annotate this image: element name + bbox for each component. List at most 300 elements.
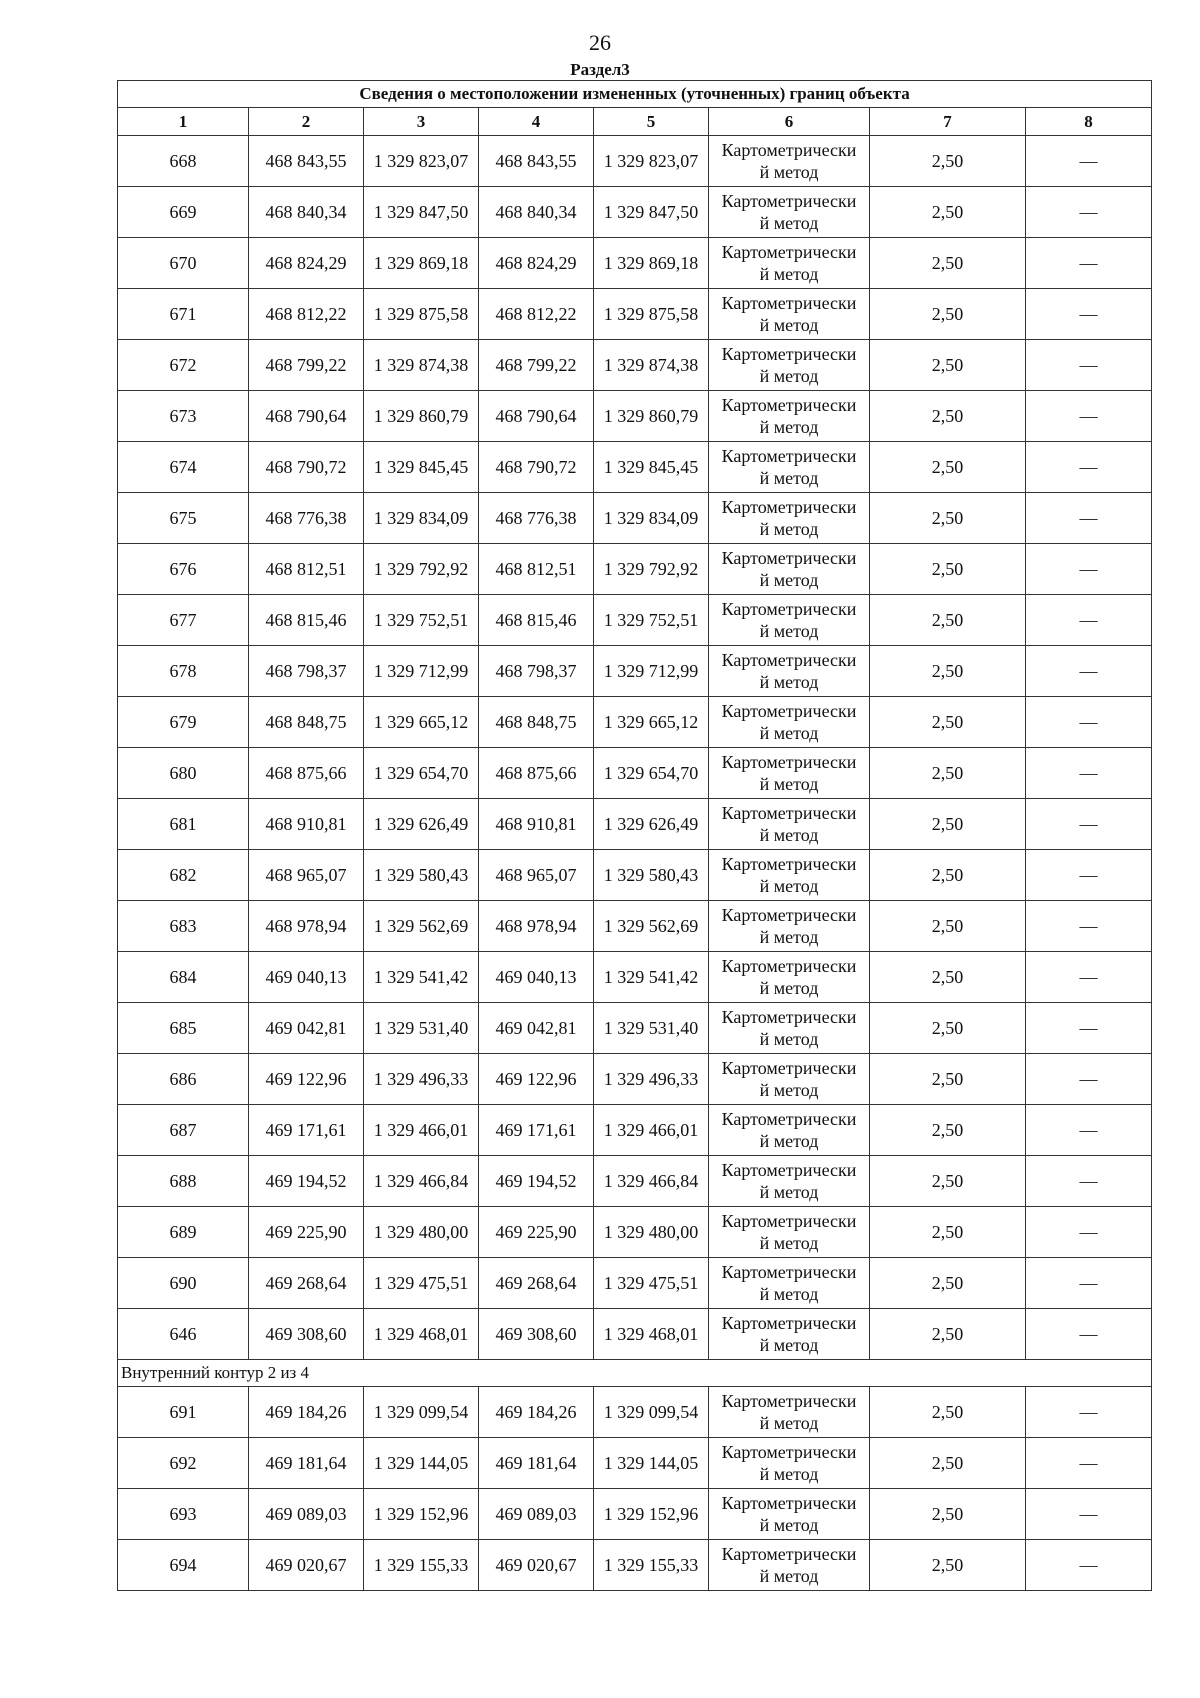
existing-y-cell: 1 329 752,51	[364, 595, 479, 646]
new-x-cell: 469 042,81	[479, 1003, 594, 1054]
table-row	[118, 1258, 1152, 1309]
method-line-1: Картометрически	[721, 191, 857, 211]
new-x-cell: 468 815,46	[479, 595, 594, 646]
method-cell	[709, 391, 870, 442]
column-8-cell: —	[1026, 646, 1152, 697]
accuracy-cell: 2,50	[870, 1489, 1026, 1540]
column-8-cell: —	[1026, 1309, 1152, 1360]
point-number-cell: 688	[118, 1156, 249, 1207]
accuracy-cell: 2,50	[870, 391, 1026, 442]
existing-x-cell: 469 194,52	[249, 1156, 364, 1207]
method-line-2: й метод	[759, 672, 819, 692]
existing-x-cell: 469 040,13	[249, 952, 364, 1003]
existing-x-cell: 469 089,03	[249, 1489, 364, 1540]
table-caption: Сведения о местоположении измененных (уточненных) границ объекта	[118, 81, 1152, 108]
method-cell	[709, 1258, 870, 1309]
table-row	[118, 340, 1152, 391]
method-line-2: й метод	[759, 417, 819, 437]
method-line-2: й метод	[759, 570, 819, 590]
new-y-cell: 1 329 580,43	[594, 850, 709, 901]
new-x-cell: 469 194,52	[479, 1156, 594, 1207]
method-cell	[709, 187, 870, 238]
existing-y-cell: 1 329 466,84	[364, 1156, 479, 1207]
accuracy-cell: 2,50	[870, 187, 1026, 238]
new-y-cell: 1 329 845,45	[594, 442, 709, 493]
method-line-2: й метод	[759, 927, 819, 947]
new-x-cell: 468 790,64	[479, 391, 594, 442]
method-cell	[709, 748, 870, 799]
new-x-cell: 468 812,51	[479, 544, 594, 595]
method-line-1: Картометрически	[721, 242, 857, 262]
new-y-cell: 1 329 626,49	[594, 799, 709, 850]
table-row	[118, 1309, 1152, 1360]
existing-x-cell: 468 815,46	[249, 595, 364, 646]
new-y-cell: 1 329 823,07	[594, 136, 709, 187]
accuracy-cell: 2,50	[870, 1003, 1026, 1054]
new-y-cell: 1 329 665,12	[594, 697, 709, 748]
existing-x-cell: 468 843,55	[249, 136, 364, 187]
page-number: 26	[589, 30, 611, 55]
existing-y-cell: 1 329 480,00	[364, 1207, 479, 1258]
column-number-4: 4	[479, 108, 594, 136]
table-row	[118, 1438, 1152, 1489]
table-row	[118, 850, 1152, 901]
new-x-cell: 468 965,07	[479, 850, 594, 901]
accuracy-cell: 2,50	[870, 1438, 1026, 1489]
method-line-1: Картометрически	[721, 752, 857, 772]
method-line-2: й метод	[759, 366, 819, 386]
existing-y-cell: 1 329 541,42	[364, 952, 479, 1003]
table-row	[118, 799, 1152, 850]
new-y-cell: 1 329 099,54	[594, 1387, 709, 1438]
accuracy-cell: 2,50	[870, 1105, 1026, 1156]
accuracy-cell: 2,50	[870, 544, 1026, 595]
existing-x-cell: 468 875,66	[249, 748, 364, 799]
table-row	[118, 595, 1152, 646]
point-number-cell: 669	[118, 187, 249, 238]
method-line-2: й метод	[759, 1335, 819, 1355]
method-cell	[709, 901, 870, 952]
accuracy-cell: 2,50	[870, 1387, 1026, 1438]
column-8-cell: —	[1026, 544, 1152, 595]
new-x-cell: 468 776,38	[479, 493, 594, 544]
column-8-cell: —	[1026, 136, 1152, 187]
column-number-1: 1	[118, 108, 249, 136]
new-y-cell: 1 329 496,33	[594, 1054, 709, 1105]
method-line-2: й метод	[759, 315, 819, 335]
method-line-1: Картометрически	[721, 1442, 857, 1462]
existing-y-cell: 1 329 152,96	[364, 1489, 479, 1540]
point-number-cell: 680	[118, 748, 249, 799]
existing-y-cell: 1 329 580,43	[364, 850, 479, 901]
method-line-1: Картометрически	[721, 293, 857, 313]
existing-y-cell: 1 329 654,70	[364, 748, 479, 799]
new-x-cell: 468 910,81	[479, 799, 594, 850]
method-line-1: Картометрически	[721, 803, 857, 823]
accuracy-cell: 2,50	[870, 595, 1026, 646]
new-y-cell: 1 329 468,01	[594, 1309, 709, 1360]
existing-y-cell: 1 329 874,38	[364, 340, 479, 391]
existing-y-cell: 1 329 562,69	[364, 901, 479, 952]
accuracy-cell: 2,50	[870, 901, 1026, 952]
point-number-cell: 692	[118, 1438, 249, 1489]
method-line-2: й метод	[759, 774, 819, 794]
existing-x-cell: 468 965,07	[249, 850, 364, 901]
method-cell	[709, 238, 870, 289]
table-row	[118, 1489, 1152, 1540]
method-cell	[709, 1207, 870, 1258]
method-line-1: Картометрически	[721, 395, 857, 415]
table-body	[118, 136, 1152, 1591]
column-number-8: 8	[1026, 108, 1152, 136]
method-line-1: Картометрически	[721, 548, 857, 568]
existing-y-cell: 1 329 869,18	[364, 238, 479, 289]
method-line-1: Картометрически	[721, 956, 857, 976]
table-row	[118, 136, 1152, 187]
accuracy-cell: 2,50	[870, 493, 1026, 544]
table-row	[118, 1387, 1152, 1438]
column-8-cell: —	[1026, 595, 1152, 646]
method-line-2: й метод	[759, 1131, 819, 1151]
new-x-cell: 468 843,55	[479, 136, 594, 187]
method-line-1: Картометрически	[721, 1007, 857, 1027]
point-number-cell: 693	[118, 1489, 249, 1540]
existing-x-cell: 468 824,29	[249, 238, 364, 289]
existing-x-cell: 469 171,61	[249, 1105, 364, 1156]
new-y-cell: 1 329 562,69	[594, 901, 709, 952]
accuracy-cell: 2,50	[870, 289, 1026, 340]
method-line-1: Картометрически	[721, 1058, 857, 1078]
existing-x-cell: 469 184,26	[249, 1387, 364, 1438]
accuracy-cell: 2,50	[870, 646, 1026, 697]
method-cell	[709, 442, 870, 493]
existing-x-cell: 468 812,22	[249, 289, 364, 340]
existing-y-cell: 1 329 860,79	[364, 391, 479, 442]
existing-y-cell: 1 329 468,01	[364, 1309, 479, 1360]
column-number-3: 3	[364, 108, 479, 136]
existing-x-cell: 469 020,67	[249, 1540, 364, 1591]
new-x-cell: 468 790,72	[479, 442, 594, 493]
existing-y-cell: 1 329 144,05	[364, 1438, 479, 1489]
column-number-row	[118, 108, 1152, 136]
method-line-1: Картометрически	[721, 446, 857, 466]
new-x-cell: 469 308,60	[479, 1309, 594, 1360]
method-line-1: Картометрически	[721, 1160, 857, 1180]
new-y-cell: 1 329 847,50	[594, 187, 709, 238]
method-line-2: й метод	[759, 825, 819, 845]
point-number-cell: 674	[118, 442, 249, 493]
new-x-cell: 469 225,90	[479, 1207, 594, 1258]
column-8-cell: —	[1026, 1003, 1152, 1054]
method-line-2: й метод	[759, 876, 819, 896]
method-cell	[709, 646, 870, 697]
column-number-7: 7	[870, 108, 1026, 136]
accuracy-cell: 2,50	[870, 952, 1026, 1003]
column-number-5: 5	[594, 108, 709, 136]
existing-y-cell: 1 329 496,33	[364, 1054, 479, 1105]
new-x-cell: 468 875,66	[479, 748, 594, 799]
method-cell	[709, 1105, 870, 1156]
column-8-cell: —	[1026, 850, 1152, 901]
existing-y-cell: 1 329 099,54	[364, 1387, 479, 1438]
table-row	[118, 442, 1152, 493]
column-8-cell: —	[1026, 289, 1152, 340]
existing-y-cell: 1 329 875,58	[364, 289, 479, 340]
point-number-cell: 686	[118, 1054, 249, 1105]
existing-y-cell: 1 329 712,99	[364, 646, 479, 697]
method-line-1: Картометрически	[721, 1544, 857, 1564]
table-row	[118, 1003, 1152, 1054]
method-line-2: й метод	[759, 213, 819, 233]
accuracy-cell: 2,50	[870, 748, 1026, 799]
method-line-2: й метод	[759, 1080, 819, 1100]
new-x-cell: 468 840,34	[479, 187, 594, 238]
point-number-cell: 646	[118, 1309, 249, 1360]
new-y-cell: 1 329 869,18	[594, 238, 709, 289]
method-cell	[709, 493, 870, 544]
new-x-cell: 468 848,75	[479, 697, 594, 748]
table-row	[118, 748, 1152, 799]
new-y-cell: 1 329 466,01	[594, 1105, 709, 1156]
table-row	[118, 1105, 1152, 1156]
point-number-cell: 689	[118, 1207, 249, 1258]
point-number-cell: 691	[118, 1387, 249, 1438]
column-8-cell: —	[1026, 901, 1152, 952]
point-number-cell: 679	[118, 697, 249, 748]
new-y-cell: 1 329 834,09	[594, 493, 709, 544]
new-x-cell: 469 268,64	[479, 1258, 594, 1309]
existing-y-cell: 1 329 845,45	[364, 442, 479, 493]
existing-y-cell: 1 329 155,33	[364, 1540, 479, 1591]
point-number-cell: 683	[118, 901, 249, 952]
existing-y-cell: 1 329 626,49	[364, 799, 479, 850]
method-line-1: Картометрически	[721, 497, 857, 517]
method-line-2: й метод	[759, 723, 819, 743]
method-cell	[709, 340, 870, 391]
column-8-cell: —	[1026, 187, 1152, 238]
existing-y-cell: 1 329 665,12	[364, 697, 479, 748]
column-8-cell: —	[1026, 1258, 1152, 1309]
method-cell	[709, 289, 870, 340]
point-number-cell: 694	[118, 1540, 249, 1591]
method-cell	[709, 1438, 870, 1489]
column-8-cell: —	[1026, 1054, 1152, 1105]
column-8-cell: —	[1026, 1489, 1152, 1540]
new-y-cell: 1 329 712,99	[594, 646, 709, 697]
new-x-cell: 469 020,67	[479, 1540, 594, 1591]
section-title: Раздел3	[570, 60, 630, 79]
column-8-cell: —	[1026, 697, 1152, 748]
existing-x-cell: 468 776,38	[249, 493, 364, 544]
new-y-cell: 1 329 155,33	[594, 1540, 709, 1591]
new-x-cell: 468 799,22	[479, 340, 594, 391]
existing-x-cell: 468 812,51	[249, 544, 364, 595]
new-x-cell: 468 824,29	[479, 238, 594, 289]
new-x-cell: 468 798,37	[479, 646, 594, 697]
method-line-2: й метод	[759, 978, 819, 998]
method-line-2: й метод	[759, 468, 819, 488]
existing-y-cell: 1 329 466,01	[364, 1105, 479, 1156]
method-cell	[709, 697, 870, 748]
method-line-2: й метод	[759, 162, 819, 182]
method-line-1: Картометрически	[721, 140, 857, 160]
method-line-2: й метод	[759, 1464, 819, 1484]
existing-x-cell: 469 181,64	[249, 1438, 364, 1489]
point-number-cell: 681	[118, 799, 249, 850]
existing-x-cell: 468 840,34	[249, 187, 364, 238]
table-row	[118, 901, 1152, 952]
table-row	[118, 1054, 1152, 1105]
accuracy-cell: 2,50	[870, 1309, 1026, 1360]
column-8-cell: —	[1026, 1387, 1152, 1438]
table-row	[118, 697, 1152, 748]
existing-y-cell: 1 329 823,07	[364, 136, 479, 187]
point-number-cell: 678	[118, 646, 249, 697]
method-line-2: й метод	[759, 264, 819, 284]
accuracy-cell: 2,50	[870, 1540, 1026, 1591]
point-number-cell: 670	[118, 238, 249, 289]
existing-y-cell: 1 329 475,51	[364, 1258, 479, 1309]
existing-y-cell: 1 329 531,40	[364, 1003, 479, 1054]
existing-x-cell: 468 910,81	[249, 799, 364, 850]
column-8-cell: —	[1026, 238, 1152, 289]
method-line-2: й метод	[759, 519, 819, 539]
existing-x-cell: 469 225,90	[249, 1207, 364, 1258]
new-y-cell: 1 329 752,51	[594, 595, 709, 646]
existing-x-cell: 468 848,75	[249, 697, 364, 748]
accuracy-cell: 2,50	[870, 1156, 1026, 1207]
column-8-cell: —	[1026, 1105, 1152, 1156]
new-x-cell: 468 978,94	[479, 901, 594, 952]
new-y-cell: 1 329 475,51	[594, 1258, 709, 1309]
column-8-cell: —	[1026, 391, 1152, 442]
point-number-cell: 685	[118, 1003, 249, 1054]
table-row	[118, 238, 1152, 289]
method-line-2: й метод	[759, 1233, 819, 1253]
boundary-coordinates-table	[117, 80, 1152, 1591]
method-cell	[709, 1387, 870, 1438]
point-number-cell: 687	[118, 1105, 249, 1156]
new-y-cell: 1 329 654,70	[594, 748, 709, 799]
column-8-cell: —	[1026, 442, 1152, 493]
new-y-cell: 1 329 152,96	[594, 1489, 709, 1540]
method-cell	[709, 1156, 870, 1207]
table-row	[118, 391, 1152, 442]
method-line-2: й метод	[759, 1284, 819, 1304]
table-row	[118, 1207, 1152, 1258]
table-row	[118, 187, 1152, 238]
accuracy-cell: 2,50	[870, 697, 1026, 748]
method-cell	[709, 1489, 870, 1540]
method-cell	[709, 1054, 870, 1105]
method-line-2: й метод	[759, 1515, 819, 1535]
method-line-2: й метод	[759, 1566, 819, 1586]
method-cell	[709, 1309, 870, 1360]
method-line-1: Картометрически	[721, 344, 857, 364]
point-number-cell: 672	[118, 340, 249, 391]
new-y-cell: 1 329 531,40	[594, 1003, 709, 1054]
table-row	[118, 1156, 1152, 1207]
method-line-2: й метод	[759, 1413, 819, 1433]
existing-x-cell: 468 798,37	[249, 646, 364, 697]
contour-label: Внутренний контур 2 из 4	[118, 1360, 1152, 1387]
method-cell	[709, 544, 870, 595]
accuracy-cell: 2,50	[870, 442, 1026, 493]
contour-label-row	[118, 1360, 1152, 1387]
method-line-2: й метод	[759, 1182, 819, 1202]
method-cell	[709, 136, 870, 187]
accuracy-cell: 2,50	[870, 1258, 1026, 1309]
method-cell	[709, 799, 870, 850]
accuracy-cell: 2,50	[870, 1054, 1026, 1105]
existing-y-cell: 1 329 792,92	[364, 544, 479, 595]
method-line-2: й метод	[759, 621, 819, 641]
new-x-cell: 469 040,13	[479, 952, 594, 1003]
existing-x-cell: 469 042,81	[249, 1003, 364, 1054]
new-x-cell: 469 184,26	[479, 1387, 594, 1438]
point-number-cell: 684	[118, 952, 249, 1003]
method-line-1: Картометрически	[721, 1493, 857, 1513]
table-row	[118, 289, 1152, 340]
column-8-cell: —	[1026, 1156, 1152, 1207]
method-line-1: Картометрически	[721, 701, 857, 721]
new-x-cell: 469 122,96	[479, 1054, 594, 1105]
column-8-cell: —	[1026, 952, 1152, 1003]
method-line-1: Картометрически	[721, 1109, 857, 1129]
accuracy-cell: 2,50	[870, 238, 1026, 289]
method-cell	[709, 952, 870, 1003]
point-number-cell: 671	[118, 289, 249, 340]
point-number-cell: 690	[118, 1258, 249, 1309]
method-cell	[709, 1540, 870, 1591]
method-line-1: Картометрически	[721, 1391, 857, 1411]
point-number-cell: 682	[118, 850, 249, 901]
method-line-1: Картометрически	[721, 599, 857, 619]
column-8-cell: —	[1026, 1438, 1152, 1489]
point-number-cell: 673	[118, 391, 249, 442]
new-x-cell: 468 812,22	[479, 289, 594, 340]
accuracy-cell: 2,50	[870, 1207, 1026, 1258]
method-cell	[709, 595, 870, 646]
new-y-cell: 1 329 144,05	[594, 1438, 709, 1489]
method-line-1: Картометрически	[721, 905, 857, 925]
existing-x-cell: 469 268,64	[249, 1258, 364, 1309]
new-y-cell: 1 329 874,38	[594, 340, 709, 391]
accuracy-cell: 2,50	[870, 340, 1026, 391]
new-y-cell: 1 329 792,92	[594, 544, 709, 595]
point-number-cell: 675	[118, 493, 249, 544]
method-line-1: Картометрически	[721, 1211, 857, 1231]
new-x-cell: 469 181,64	[479, 1438, 594, 1489]
new-y-cell: 1 329 541,42	[594, 952, 709, 1003]
accuracy-cell: 2,50	[870, 799, 1026, 850]
existing-x-cell: 468 799,22	[249, 340, 364, 391]
existing-x-cell: 468 790,64	[249, 391, 364, 442]
table-row	[118, 1540, 1152, 1591]
column-number-6: 6	[709, 108, 870, 136]
method-line-1: Картометрически	[721, 854, 857, 874]
method-line-2: й метод	[759, 1029, 819, 1049]
method-cell	[709, 1003, 870, 1054]
accuracy-cell: 2,50	[870, 850, 1026, 901]
existing-x-cell: 468 978,94	[249, 901, 364, 952]
table-row	[118, 493, 1152, 544]
point-number-cell: 677	[118, 595, 249, 646]
table-row	[118, 646, 1152, 697]
column-8-cell: —	[1026, 493, 1152, 544]
new-x-cell: 469 171,61	[479, 1105, 594, 1156]
method-line-1: Картометрически	[721, 1262, 857, 1282]
